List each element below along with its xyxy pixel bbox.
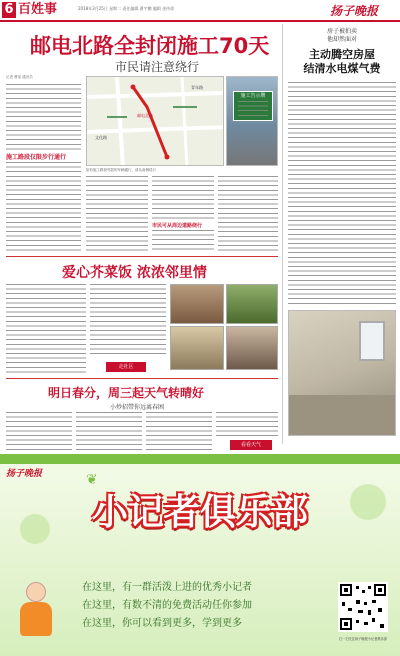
club-top-strip bbox=[0, 454, 400, 464]
lead-body-col4 bbox=[218, 176, 278, 252]
apartment-photo bbox=[288, 310, 396, 436]
club-bird-icon: ❦ bbox=[86, 472, 98, 488]
section-rule-1 bbox=[6, 256, 278, 257]
construction-sign bbox=[233, 91, 273, 121]
map-caption: 如有施工路段邻居的车辆通行，请从南侧绕行 bbox=[86, 168, 156, 172]
weather-body-col4 bbox=[216, 412, 278, 438]
qr-code[interactable] bbox=[338, 582, 388, 632]
photo-window bbox=[359, 321, 385, 361]
weather-subheadline: 小炒招带你远离春困 bbox=[110, 404, 165, 411]
map-label-1: 文化路 bbox=[95, 135, 107, 140]
feature-body-col1 bbox=[6, 284, 86, 374]
lead-subheadline: 市民请注意绕行 bbox=[115, 60, 200, 74]
qr-caption: 扫一扫关注扬子晚报小记者俱乐部 bbox=[339, 637, 387, 641]
club-slogan-1: 在这里，有一群活泼上进的优秀小记者 bbox=[82, 582, 252, 593]
feature-photo-2 bbox=[226, 284, 278, 324]
weather-headline: 明日春分，周三起天气转晴好 bbox=[48, 386, 205, 400]
right-divider bbox=[282, 24, 283, 444]
right-body bbox=[288, 82, 396, 306]
header-meta: 2018年3月25日 星期二 责任编辑 曹宇鹏 编辑 金传琼 bbox=[78, 6, 175, 11]
right-kicker: 房子被拍卖 他却然面对 bbox=[326, 28, 357, 43]
club-title: 小记者俱乐部 bbox=[91, 492, 308, 533]
photo-floor bbox=[289, 395, 395, 435]
lead-body-col2 bbox=[86, 176, 148, 252]
feature-tag: 走社区 bbox=[106, 362, 146, 372]
right-headline: 主动腾空房屋 结清水电煤气费 bbox=[303, 48, 381, 75]
feature-body-col2 bbox=[90, 284, 166, 354]
feature-photo-4 bbox=[226, 326, 278, 370]
feature-photo-3 bbox=[170, 326, 224, 370]
club-bubble-right bbox=[350, 484, 386, 520]
construction-sign-title: 施工告示牌 bbox=[240, 93, 266, 99]
weather-tag: 看看天气 bbox=[230, 440, 272, 450]
club-bubble-left bbox=[20, 514, 50, 544]
page-number: 6 bbox=[2, 2, 16, 18]
kid-head-icon bbox=[26, 582, 46, 602]
feature-photo-1 bbox=[170, 284, 224, 324]
weather-body-col1 bbox=[6, 412, 72, 450]
map-label-0: 邮电北路 bbox=[137, 113, 153, 118]
section-title: 百姓事 bbox=[18, 2, 58, 17]
club-banner bbox=[0, 454, 400, 656]
sign-lines bbox=[238, 101, 268, 117]
kid-body-icon bbox=[20, 602, 52, 636]
route-map bbox=[86, 76, 224, 166]
club-slogan-3: 在这里，你可以看到更多，学到更多 bbox=[82, 618, 242, 629]
weather-body-col3 bbox=[146, 412, 212, 450]
club-logo: 扬子晚报 bbox=[6, 469, 43, 479]
route-map-graphic bbox=[87, 77, 224, 166]
weather-body-col2 bbox=[76, 412, 142, 450]
qr-code-graphic bbox=[340, 584, 386, 630]
lead-body-col3a bbox=[152, 176, 214, 220]
col3-subhead: 市民可从周边道路绕行 bbox=[152, 223, 203, 229]
page-header bbox=[0, 0, 400, 22]
construction-sign-photo bbox=[226, 76, 278, 166]
feature-headline: 爱心芥菜饭 浓浓邻里情 bbox=[62, 265, 207, 281]
club-slogan-2: 在这里，有数不清的免费活动任你参加 bbox=[82, 600, 252, 611]
map-label-2: 青年路 bbox=[191, 85, 203, 90]
lead-headline: 邮电北路全封闭施工70天 bbox=[30, 34, 270, 58]
section-rule-2 bbox=[6, 378, 278, 379]
lead-byline: 记者 曹某 通讯员 bbox=[6, 75, 33, 79]
lead-body-col1 bbox=[6, 84, 81, 150]
newspaper-logo: 扬子晚报 bbox=[330, 4, 379, 18]
lead-body-col3b bbox=[152, 230, 214, 252]
club-kids-illustration bbox=[8, 574, 68, 644]
lead-body-col1b bbox=[6, 162, 81, 252]
lead-side-head: 施工路段仅限步行通行 bbox=[6, 154, 67, 161]
